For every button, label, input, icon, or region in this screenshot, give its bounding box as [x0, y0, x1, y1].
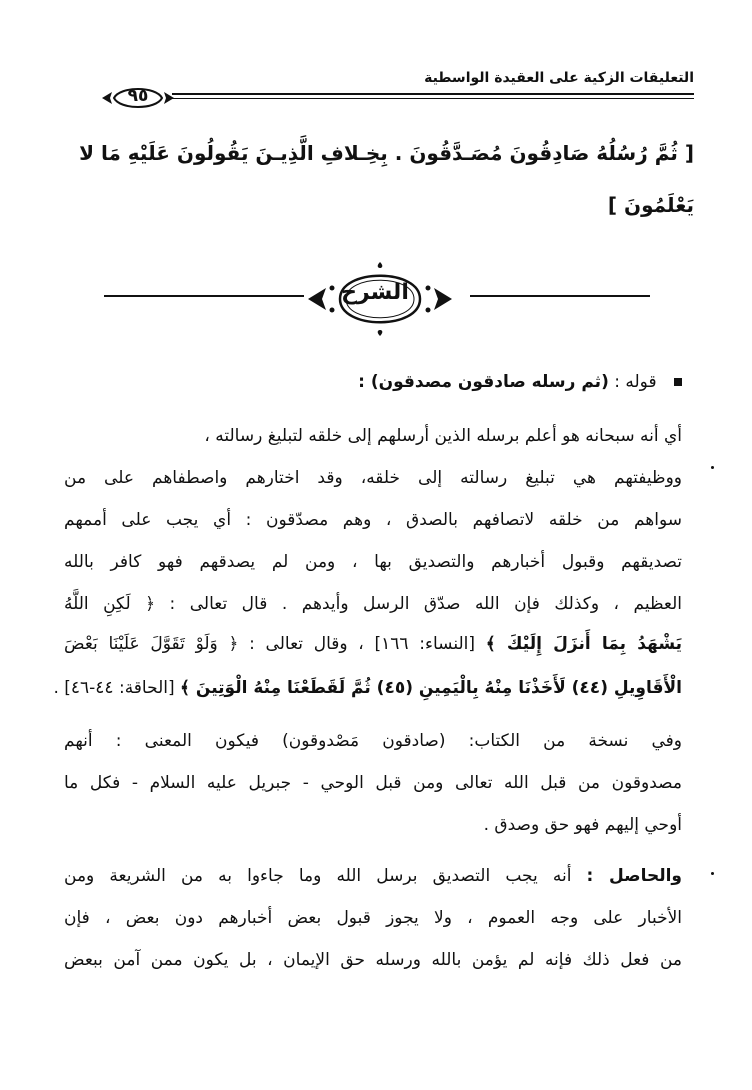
- scan-speck: [711, 872, 714, 875]
- matn-line-2: يَعْلَمُونَ ]: [607, 193, 694, 217]
- p3-line-3: من فعل ذلك فإنه لم يؤمن بالله ورسله حق الإيمان ، بل يكون ممن آمن ببعض: [64, 950, 682, 970]
- p3-lead-word: والحاصل :: [586, 866, 682, 886]
- p1-line-1: أي أنه سبحانه هو أعلم برسله الذين أرسلهم إلى خلقه لتبليغ رسالته ،: [204, 426, 682, 446]
- header-rule-thin: [172, 98, 694, 99]
- p1-line-7-ref: [الحاقة: ٤٤-٤٦] .: [53, 678, 175, 698]
- p1-line-5: العظيم ، وكذلك فإن الله صدّق الرسل وأيدهم . قال تعالى : ﴿ لَكِنِ اللَّهُ: [64, 594, 682, 614]
- p1-line-6-ayah: يَشْهَدُ بِمَا أَنزَلَ إِلَيْكَ ﴾: [485, 634, 683, 654]
- scan-speck: [711, 466, 714, 469]
- sharh-banner-label: الشرح: [341, 280, 409, 305]
- p1-line-2: ووظيفتهم هي تبليغ رسالته إلى خلقه، وقد اختارهم واصطفاهم على من: [64, 468, 682, 488]
- section-heading: [358, 372, 682, 392]
- p1-line-6-ref: [النساء: ١٦٦] ، وقال تعالى : ﴿ وَلَوْ تَقَوَّلَ عَلَيْنَا بَعْضَ: [64, 634, 476, 654]
- square-bullet-icon: [674, 378, 682, 386]
- p2-line-3: أوحي إليهم فهو حق وصدق .: [483, 815, 682, 835]
- p1-line-7: [53, 680, 682, 697]
- header-rule-thick: [172, 93, 694, 95]
- p1-line-4: تصديقهم وقبول أخبارهم والتصديق بها ، ومن لم يصدقهم فهو كافر بالله: [64, 552, 682, 572]
- p1-line-7-ayah: الْأَقَاوِيلِ (٤٤) لَأَخَذْنَا مِنْهُ بِالْيَمِينِ (٤٥) ثُمَّ لَقَطَعْنَا مِنْهُ الْوَتِينَ ﴾: [180, 678, 682, 698]
- p3-line-2: الأخبار على وجه العموم ، ولا يجوز قبول بعض أخبارهم دون بعض ، فإن: [64, 908, 682, 928]
- banner-rule-right: [470, 295, 650, 297]
- section-heading-prefix: قوله :: [614, 372, 657, 392]
- page-number: ٩٥: [127, 86, 149, 106]
- section-heading-quote: (ثم رسله صادقون مصدقون) :: [358, 372, 609, 392]
- p3-line-1-rest: أنه يجب التصديق برسل الله وما جاءوا به من الشريعة ومن: [64, 866, 572, 886]
- matn-line-1: [ ثُمَّ رُسُلُهُ صَادِقُونَ مُصَـدَّقُونَ . بِخِـلافِ الَّذِيـنَ يَقُولُونَ عَلَيْهِ مَا لا: [79, 141, 694, 165]
- running-header-title: التعليقات الزكية على العقيدة الواسطية: [424, 70, 694, 86]
- p2-line-1: وفي نسخة من الكتاب: (صادقون مَصْدوقون) فيكون المعنى : أنهم: [64, 731, 682, 751]
- p1-line-6: [64, 636, 682, 653]
- banner-rule-left: [104, 295, 304, 297]
- p2-line-2: مصدوقون من قبل الله تعالى ومن قبل الوحي - جبريل عليه السلام - فكل ما: [64, 773, 682, 793]
- p1-line-3: سواهم من خلقه لاتصافهم بالصدق ، وهم مصدّقون : أي يجب على أممهم: [64, 510, 682, 530]
- p3-line-1: [64, 868, 682, 885]
